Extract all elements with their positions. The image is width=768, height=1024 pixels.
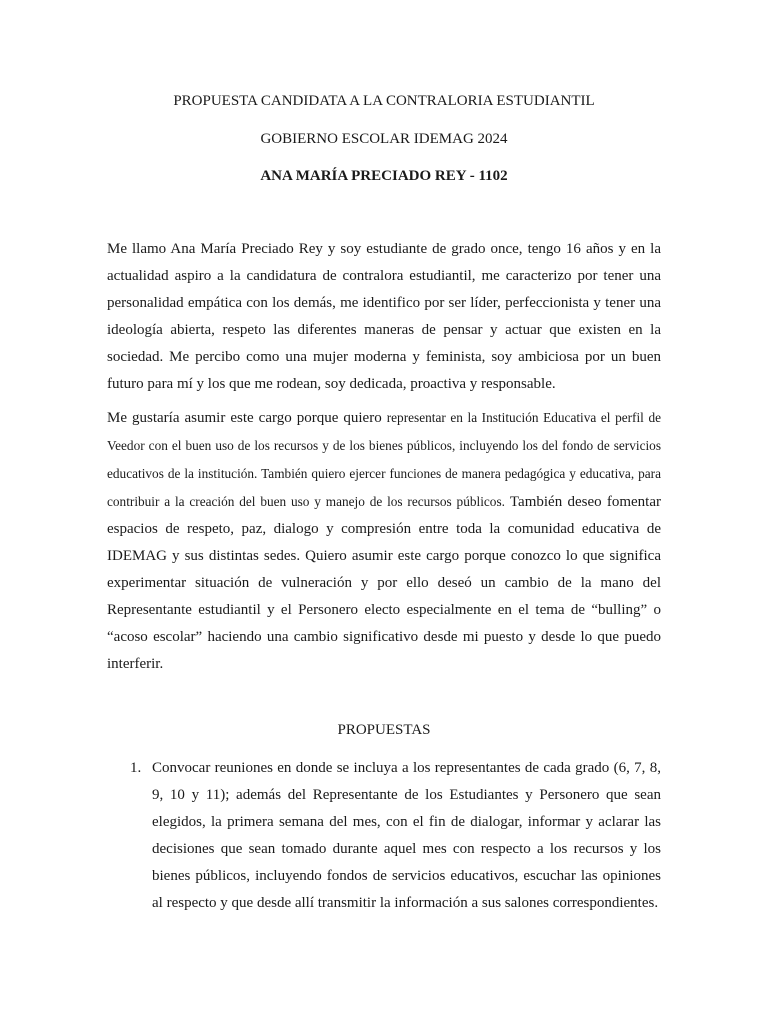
motivation-paragraph [107, 404, 661, 678]
motivation-text-2: representar en la Institución Educativa el perfil de Veedor con el buen uso de los recursos y de los bienes públicos, incluyendo los del fondo de servicios educativos de la institución. También quiero ejercer funciones de manera pedagógica y educativa, para contribuir a la creación del buen uso y manejo de los recursos públicos. [107, 410, 661, 509]
candidate-name: ANA MARÍA PRECIADO REY - 1102 [260, 168, 508, 184]
motivation-text-1: Me gustaría asumir este cargo porque quiero [107, 410, 387, 426]
proposal-text: Convocar reuniones en donde se incluya a los representantes de cada grado (6, 7, 8, 9, 10 y 11); además del Representante de los Estudiantes y Personero que sean elegidos, la primera semana del mes, con el fin de dialogar, informar y aclarar las decisiones que sean tomado durante aquel mes con respecto a los recursos y los bienes públicos, incluyendo fondos de servicios educativos, escuchar las opiniones al respecto y que desde allí transmitir la información a sus salones correspondientes. [152, 760, 661, 911]
document-title: PROPUESTA CANDIDATA A LA CONTRALORIA ESTUDIANTIL [173, 93, 595, 109]
proposal-item [107, 755, 661, 917]
intro-paragraph: Me llamo Ana María Preciado Rey y soy estudiante de grado once, tengo 16 años y en la actualidad aspiro a la candidatura de contralora estudiantil, me caracterizo por tener una personalidad empática con los demás, me identifico por ser líder, perfeccionista y tener una ideología abierta, respeto las diferentes maneras de pensar y actuar que existen en la sociedad. Me percibo como una mujer moderna y feminista, soy ambiciosa por un buen futuro para mí y los que me rodean, soy dedicada, proactiva y responsable. [107, 241, 661, 392]
proposals-title: PROPUESTAS [337, 722, 431, 738]
proposal-number: 1. [130, 760, 142, 776]
motivation-text-3: También deseo fomentar espacios de respeto, paz, dialogo y compresión entre toda la comunidad educativa de IDEMAG y sus distintas sedes. Quiero asumir este cargo porque conozco lo que significa experimentar situación de vulneración y por ello deseó un cambio de la mano del Representante estudiantil y el Personero electo especialmente en el tema de “bulling” o “acoso escolar” haciendo una cambio significativo desde mi puesto y desde lo que puedo interferir. [107, 494, 661, 672]
document-subtitle: GOBIERNO ESCOLAR IDEMAG 2024 [260, 131, 508, 147]
